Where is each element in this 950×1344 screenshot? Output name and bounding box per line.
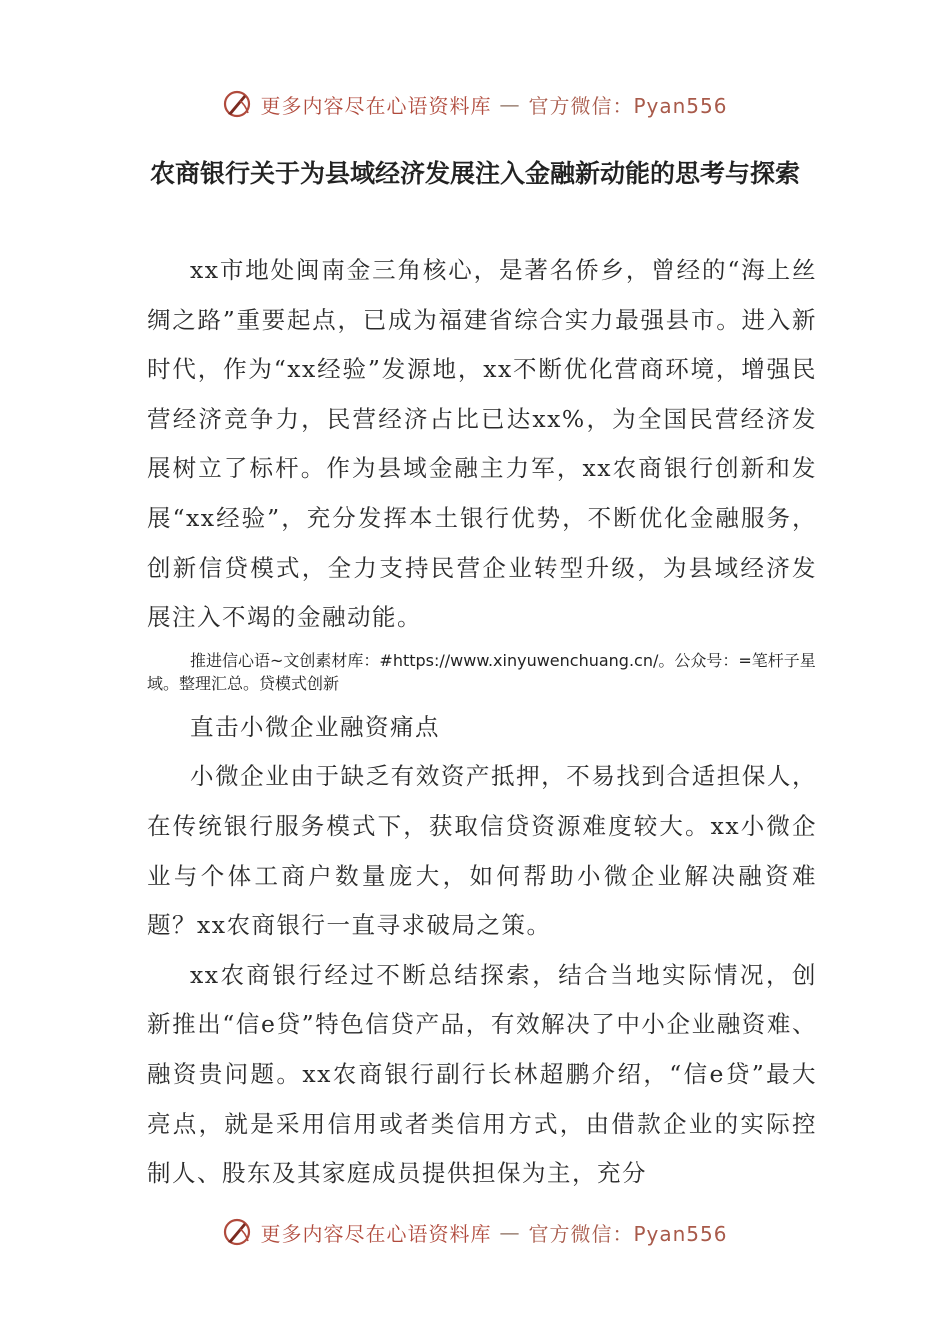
header-banner [0,84,950,124]
footer-banner [0,1212,950,1252]
banner-text: 更多内容尽在心语资料库 [260,1221,492,1246]
page-title: 农商银行关于为县域经济发展注入金融新动能的思考与探索 [149,159,800,188]
quill-pen-logo-icon [222,1217,252,1247]
banner-text: 更多内容尽在心语资料库 [260,93,492,118]
banner-wechat: 官方微信：Pyan556 [528,1221,728,1246]
section-heading: 直击小微企业融资痛点 [190,712,440,741]
banner-wechat: 官方微信：Pyan556 [528,93,728,118]
section-paragraph-2: xx农商银行经过不断总结探索，结合当地实际情况，创新推出“信e贷”特色信贷产品，有效解决了中小企业融资难、融资贵问题。xx农商银行副行长林超鹏介绍，“信e贷”最大亮点，就是采用信用或者类信用方式，由借款企业的实际控制人、股东及其家庭成员提供担保为主，充分 [147,960,817,1188]
document-body [147,246,817,1199]
banner-separator: — [499,1220,521,1244]
intro-paragraph: xx市地处闽南金三角核心，是著名侨乡，曾经的“海上丝绸之路”重要起点，已成为福建省综合实力最强县市。进入新时代，作为“xx经验”发源地，xx不断优化营商环境，增强民营经济竞争力，民营经济占比已达xx%，为全国民营经济发展树立了标杆。作为县域金融主力军，xx农商银行创新和发展“xx经验”，充分发挥本土银行优势，不断优化金融服务，创新信贷模式，全力支持民营企业转型升级，为县域经济发展注入不竭的金融动能。 [147,256,817,632]
promo-note: 推进信心语~文创素材库：#https://www.xinyuwenchuang.cn/。公众号：=笔杆子星域。整理汇总。贷模式创新 [147,650,816,693]
banner-separator: — [499,92,521,116]
section-paragraph-1: 小微企业由于缺乏有效资产抵押，不易找到合适担保人，在传统银行服务模式下，获取信贷资源难度较大。xx小微企业与个体工商户数量庞大，如何帮助小微企业解决融资难题？xx农商银行一直寻求破局之策。 [147,762,817,940]
quill-pen-logo-icon [222,89,252,119]
